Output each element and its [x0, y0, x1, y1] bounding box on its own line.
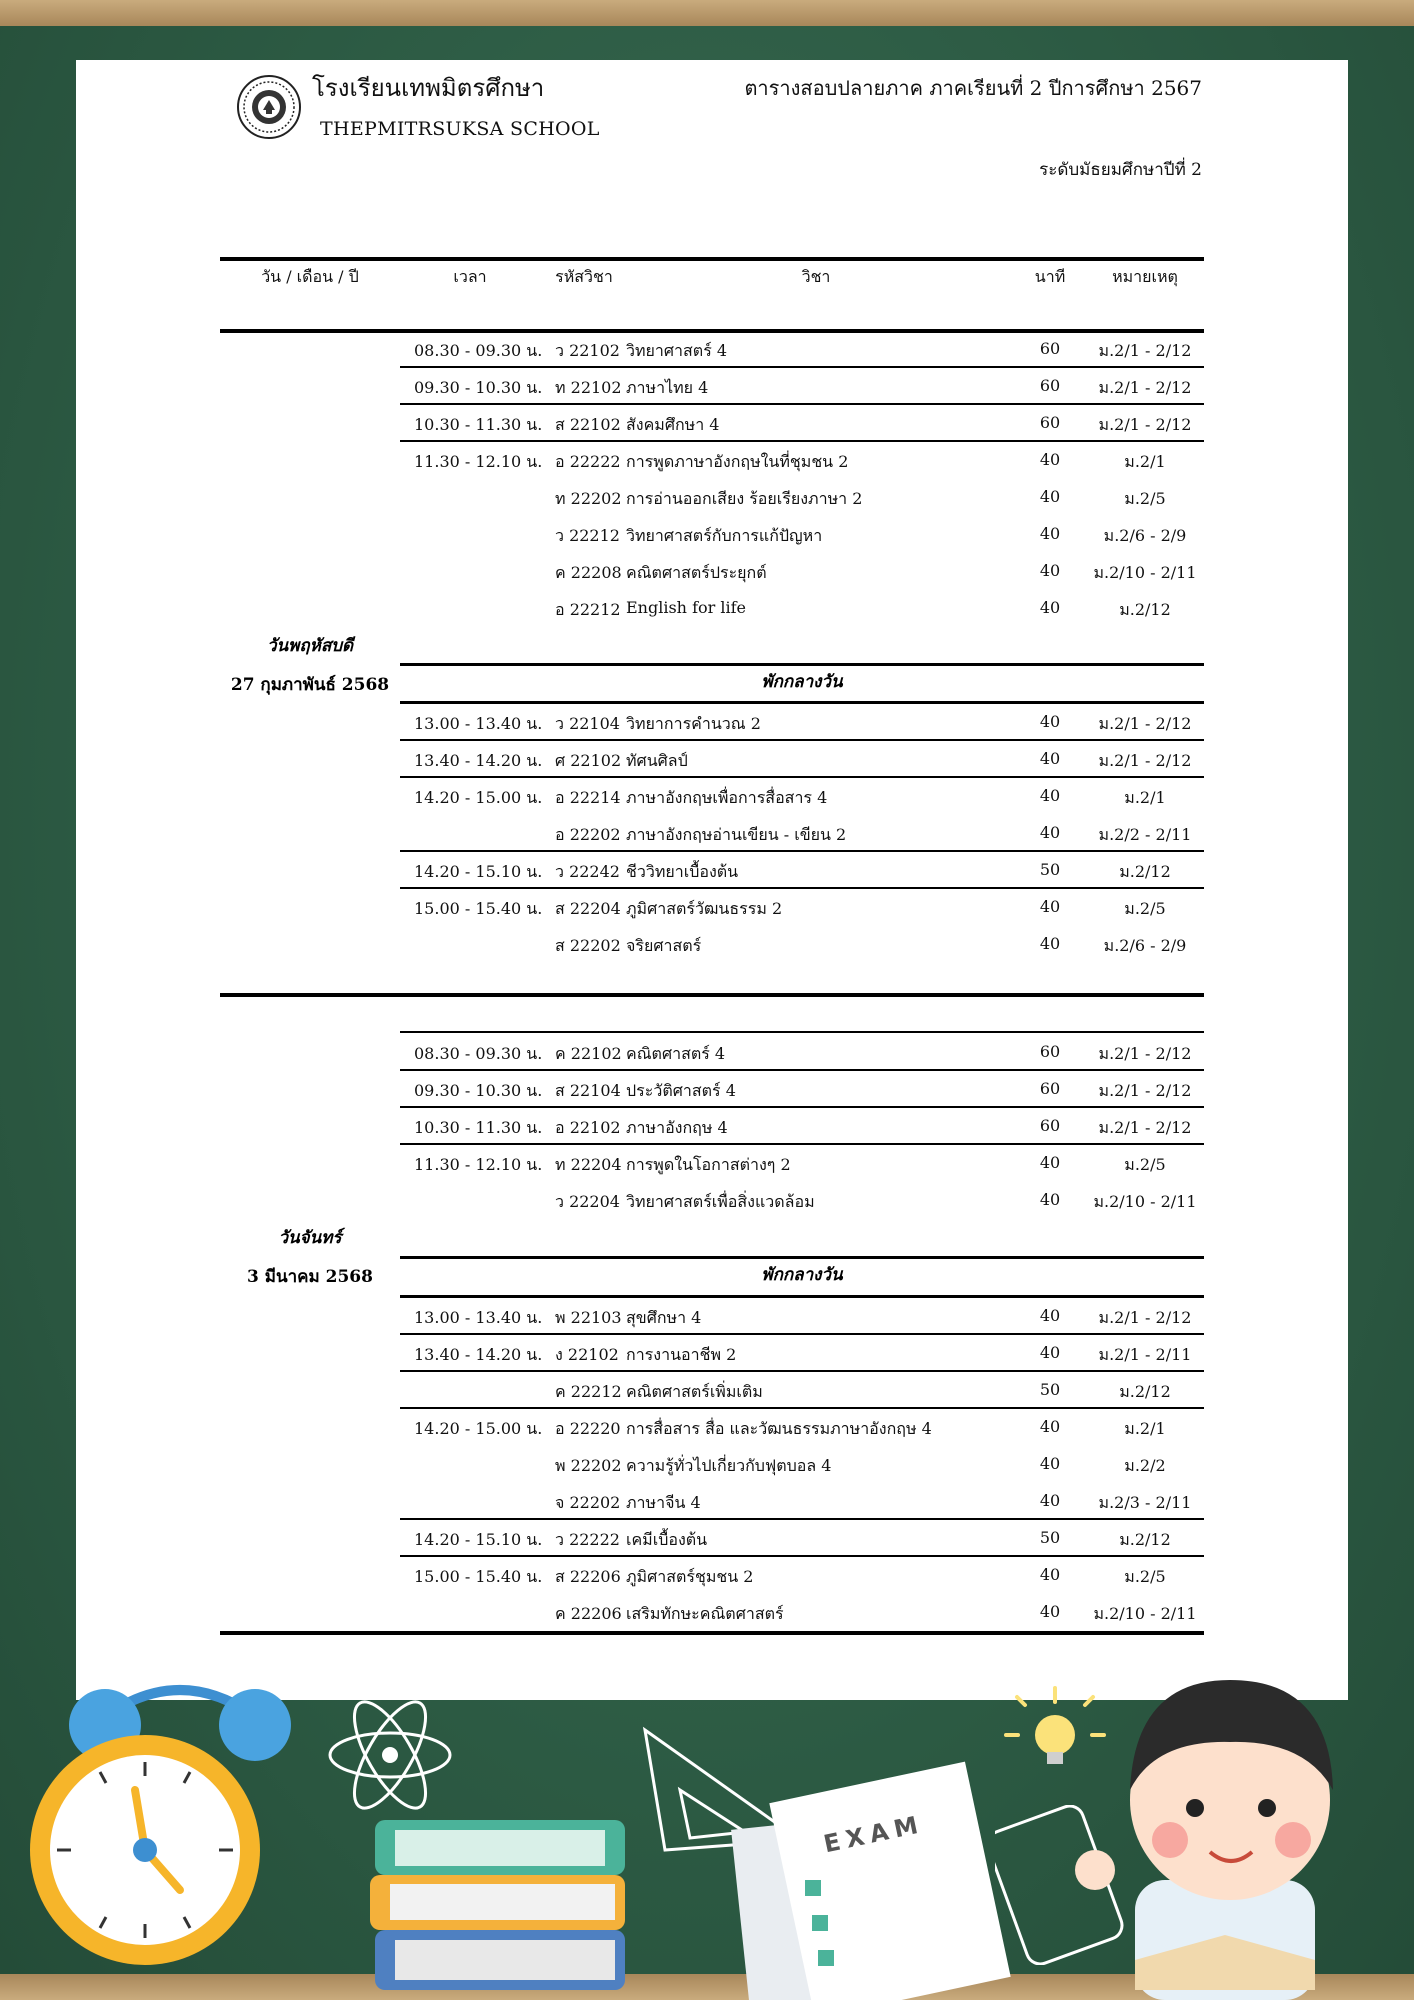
subject-name: การสื่อสาร สื่อ และวัฒนธรรมภาษาอังกฤษ 4 — [626, 1419, 932, 1438]
exam-time: 13.00 - 13.40 น. — [414, 714, 543, 733]
student-boy-icon — [1075, 1630, 1375, 2000]
duration-minutes: 60 — [1039, 376, 1061, 395]
column-header-code: รหัสวิชา — [555, 267, 613, 286]
duration-minutes: 40 — [1039, 749, 1061, 768]
table-row — [400, 1070, 1204, 1107]
duration-minutes: 40 — [1039, 1343, 1061, 1362]
exam-time: 15.00 - 15.40 น. — [414, 899, 543, 918]
school-name-english: THEPMITRSUKSA SCHOOL — [320, 118, 600, 140]
class-note: ม.2/10 - 2/11 — [1093, 1192, 1197, 1211]
book-stack-icon — [365, 1780, 645, 2000]
duration-minutes: 50 — [1039, 1528, 1061, 1547]
day1-day-name: วันพฤหัสบดี — [266, 636, 354, 656]
subject-code: ส 22202 — [555, 936, 621, 955]
duration-minutes: 40 — [1039, 1454, 1061, 1473]
class-note: ม.2/1 - 2/12 — [1098, 341, 1192, 360]
class-note: ม.2/5 — [1124, 1155, 1166, 1174]
duration-minutes: 40 — [1039, 1602, 1061, 1621]
duration-minutes: 40 — [1039, 823, 1061, 842]
subject-name: วิทยาศาสตร์เพื่อสิ่งแวดล้อม — [626, 1192, 815, 1211]
day1-date: 27 กุมภาพันธ์ 2568 — [230, 675, 390, 695]
subject-code: ส 22204 — [555, 899, 621, 918]
subject-code: จ 22202 — [555, 1493, 621, 1512]
table-row — [400, 1408, 1204, 1445]
subject-name: เคมีเบื้องต้น — [626, 1530, 708, 1549]
exam-time: 13.40 - 14.20 น. — [414, 1345, 543, 1364]
subject-code: อ 22202 — [555, 825, 621, 844]
day2-lunch-break: พักกลางวัน — [761, 1265, 843, 1285]
exam-paper-label: EXAM — [821, 1809, 927, 1859]
duration-minutes: 40 — [1039, 561, 1061, 580]
subject-code: ว 22242 — [555, 862, 620, 881]
header-top-rule — [220, 257, 1204, 261]
subject-code: ค 22102 — [555, 1044, 622, 1063]
subject-name: คณิตศาสตร์ประยุกต์ — [626, 563, 767, 582]
day2-day-name: วันจันทร์ — [278, 1228, 342, 1248]
class-note: ม.2/1 - 2/12 — [1098, 1308, 1192, 1327]
table-row — [400, 1519, 1204, 1556]
exam-time: 14.20 - 15.10 น. — [414, 1530, 543, 1549]
duration-minutes: 60 — [1039, 413, 1061, 432]
school-name-thai: โรงเรียนเทพมิตรศึกษา — [312, 74, 545, 102]
class-note: ม.2/1 — [1124, 1419, 1166, 1438]
duration-minutes: 50 — [1039, 860, 1061, 879]
column-header-date: วัน / เดือน / ปี — [261, 267, 359, 286]
table-row — [400, 1144, 1204, 1181]
class-note: ม.2/5 — [1124, 1567, 1166, 1586]
subject-name: จริยศาสตร์ — [626, 936, 702, 955]
class-note: ม.2/6 - 2/9 — [1103, 936, 1187, 955]
exam-time: 09.30 - 10.30 น. — [414, 378, 543, 397]
class-note: ม.2/1 - 2/11 — [1098, 1345, 1192, 1364]
exam-time: 08.30 - 09.30 น. — [414, 341, 543, 360]
exam-time: 11.30 - 12.10 น. — [414, 452, 543, 471]
subject-name: ทัศนศิลป์ — [626, 751, 688, 770]
class-note: ม.2/10 - 2/11 — [1093, 563, 1197, 582]
subject-code: ว 22212 — [555, 526, 620, 545]
subject-code: ว 22102 — [555, 341, 620, 360]
exam-paper-icon — [730, 1760, 1020, 2000]
table-row — [400, 1334, 1204, 1371]
exam-time: 13.00 - 13.40 น. — [414, 1308, 543, 1327]
class-note: ม.2/1 - 2/12 — [1098, 714, 1192, 733]
subject-name: ภาษาอังกฤษ 4 — [626, 1118, 728, 1137]
subject-code: พ 22103 — [555, 1308, 622, 1327]
duration-minutes: 60 — [1039, 339, 1061, 358]
column-header-time: เวลา — [453, 267, 487, 286]
class-note: ม.2/12 — [1119, 600, 1171, 619]
duration-minutes: 60 — [1039, 1116, 1061, 1135]
class-note: ม.2/1 - 2/12 — [1098, 751, 1192, 770]
exam-time: 09.30 - 10.30 น. — [414, 1081, 543, 1100]
subject-code: ศ 22102 — [555, 751, 622, 770]
class-note: ม.2/12 — [1119, 862, 1171, 881]
table-row — [400, 1445, 1204, 1482]
subject-code: ว 22204 — [555, 1192, 620, 1211]
duration-minutes: 40 — [1039, 1153, 1061, 1172]
exam-time: 13.40 - 14.20 น. — [414, 751, 543, 770]
subject-code: ค 22206 — [555, 1604, 622, 1623]
subject-code: อ 22220 — [555, 1419, 621, 1438]
class-note: ม.2/1 - 2/12 — [1098, 1081, 1192, 1100]
subject-name: ชีววิทยาเบื้องต้น — [626, 862, 739, 881]
subject-name: วิทยาศาสตร์กับการแก้ปัญหา — [626, 526, 823, 545]
table-row — [400, 851, 1204, 888]
subject-code: ส 22104 — [555, 1081, 621, 1100]
subject-code: ส 22206 — [555, 1567, 621, 1586]
table-row — [400, 1556, 1204, 1593]
subject-name: สุขศึกษา 4 — [626, 1308, 702, 1327]
duration-minutes: 40 — [1039, 1491, 1061, 1510]
subject-code: ท 22204 — [555, 1155, 622, 1174]
table-row — [400, 478, 1204, 515]
exam-time: 14.20 - 15.00 น. — [414, 1419, 543, 1438]
exam-time: 14.20 - 15.00 น. — [414, 788, 543, 807]
exam-time: 14.20 - 15.10 น. — [414, 862, 543, 881]
subject-name: การพูดภาษาอังกฤษในที่ชุมชน 2 — [626, 452, 849, 471]
subject-code: อ 22212 — [555, 600, 621, 619]
subject-name: ความรู้ทั่วไปเกี่ยวกับฟุตบอล 4 — [626, 1456, 832, 1475]
class-note: ม.2/1 — [1124, 452, 1166, 471]
subject-name: สังคมศึกษา 4 — [626, 415, 720, 434]
table-row — [400, 703, 1204, 740]
subject-name: ภาษาอังกฤษอ่านเขียน - เขียน 2 — [626, 825, 847, 844]
duration-minutes: 40 — [1039, 897, 1061, 916]
class-note: ม.2/1 - 2/12 — [1098, 1118, 1192, 1137]
subject-code: อ 22102 — [555, 1118, 621, 1137]
subject-code: ท 22202 — [555, 489, 622, 508]
table-row — [400, 777, 1204, 814]
duration-minutes: 60 — [1039, 1079, 1061, 1098]
class-note: ม.2/1 - 2/12 — [1098, 415, 1192, 434]
class-note: ม.2/12 — [1119, 1382, 1171, 1401]
school-logo-icon — [236, 74, 302, 140]
table-row — [400, 367, 1204, 404]
subject-name: การอ่านออกเสียง ร้อยเรียงภาษา 2 — [626, 489, 863, 508]
day1-bottom-rule — [220, 993, 1204, 997]
duration-minutes: 50 — [1039, 1380, 1061, 1399]
table-row — [400, 814, 1204, 851]
duration-minutes: 40 — [1039, 1417, 1061, 1436]
duration-minutes: 40 — [1039, 786, 1061, 805]
table-row — [400, 1482, 1204, 1519]
table-bottom-rule — [220, 1631, 1204, 1635]
duration-minutes: 40 — [1039, 1306, 1061, 1325]
board-frame-top — [0, 0, 1414, 26]
subject-name: การพูดในโอกาสต่างๆ 2 — [626, 1155, 791, 1174]
subject-code: ส 22102 — [555, 415, 621, 434]
table-row — [400, 1593, 1204, 1630]
subject-code: ค 22208 — [555, 563, 622, 582]
class-note: ม.2/12 — [1119, 1530, 1171, 1549]
class-note: ม.2/6 - 2/9 — [1103, 526, 1187, 545]
day1-label — [220, 632, 400, 698]
day2-label — [220, 1224, 400, 1290]
day2-date: 3 มีนาคม 2568 — [247, 1267, 373, 1287]
class-note: ม.2/5 — [1124, 899, 1166, 918]
column-header-minutes: นาที — [1034, 267, 1066, 286]
subject-code: อ 22214 — [555, 788, 621, 807]
grade-level: ระดับมัธยมศึกษาปีที่ 2 — [1039, 160, 1202, 180]
table-row — [400, 925, 1204, 962]
alarm-clock-icon — [30, 1650, 320, 1990]
subject-name: English for life — [626, 598, 746, 617]
subject-name: คณิตศาสตร์เพิ่มเติม — [626, 1382, 763, 1401]
class-note: ม.2/10 - 2/11 — [1093, 1604, 1197, 1623]
subject-name: การงานอาชีพ 2 — [626, 1345, 737, 1364]
table-row — [400, 330, 1204, 367]
column-header-note: หมายเหตุ — [1112, 267, 1178, 286]
table-row — [400, 740, 1204, 777]
class-note: ม.2/1 - 2/12 — [1098, 1044, 1192, 1063]
subject-name: ภาษาไทย 4 — [626, 378, 709, 397]
class-note: ม.2/1 — [1124, 788, 1166, 807]
table-row — [400, 888, 1204, 925]
subject-name: เสริมทักษะคณิตศาสตร์ — [626, 1604, 784, 1623]
subject-name: วิทยาการคำนวณ 2 — [626, 714, 761, 733]
table-row — [400, 1033, 1204, 1070]
column-header-subject: วิชา — [801, 267, 831, 286]
day1-lunch-break: พักกลางวัน — [761, 672, 843, 692]
duration-minutes: 60 — [1039, 1042, 1061, 1061]
table-row — [400, 1107, 1204, 1144]
exam-time: 11.30 - 12.10 น. — [414, 1155, 543, 1174]
subject-name: ภูมิศาสตร์ชุมชน 2 — [626, 1567, 754, 1586]
exam-time: 15.00 - 15.40 น. — [414, 1567, 543, 1586]
subject-name: วิทยาศาสตร์ 4 — [626, 341, 728, 360]
table-row — [400, 1297, 1204, 1334]
subject-code: อ 22222 — [555, 452, 621, 471]
exam-time: 08.30 - 09.30 น. — [414, 1044, 543, 1063]
duration-minutes: 40 — [1039, 712, 1061, 731]
duration-minutes: 40 — [1039, 450, 1061, 469]
subject-code: ค 22212 — [555, 1382, 622, 1401]
exam-time: 10.30 - 11.30 น. — [414, 1118, 543, 1137]
table-row — [400, 1371, 1204, 1408]
subject-code: พ 22202 — [555, 1456, 622, 1475]
table-row — [400, 441, 1204, 478]
subject-name: ภาษาอังกฤษเพื่อการสื่อสาร 4 — [626, 788, 828, 807]
table-row — [400, 589, 1204, 626]
table-row — [400, 404, 1204, 441]
duration-minutes: 40 — [1039, 598, 1061, 617]
class-note: ม.2/1 - 2/12 — [1098, 378, 1192, 397]
exam-title: ตารางสอบปลายภาค ภาคเรียนที่ 2 ปีการศึกษา 2567 — [744, 76, 1202, 100]
subject-code: ง 22102 — [555, 1345, 619, 1364]
subject-code: ว 22104 — [555, 714, 620, 733]
duration-minutes: 40 — [1039, 487, 1061, 506]
subject-name: ประวัติศาสตร์ 4 — [626, 1081, 736, 1100]
duration-minutes: 40 — [1039, 1190, 1061, 1209]
duration-minutes: 40 — [1039, 934, 1061, 953]
subject-code: ท 22102 — [555, 378, 622, 397]
subject-name: คณิตศาสตร์ 4 — [626, 1044, 726, 1063]
duration-minutes: 40 — [1039, 524, 1061, 543]
class-note: ม.2/5 — [1124, 489, 1166, 508]
class-note: ม.2/3 - 2/11 — [1098, 1493, 1192, 1512]
subject-name: ภาษาจีน 4 — [626, 1493, 701, 1512]
subject-code: ว 22222 — [555, 1530, 620, 1549]
table-row — [400, 1181, 1204, 1218]
table-row — [400, 515, 1204, 552]
class-note: ม.2/2 - 2/11 — [1098, 825, 1192, 844]
table-row — [400, 552, 1204, 589]
duration-minutes: 40 — [1039, 1565, 1061, 1584]
exam-time: 10.30 - 11.30 น. — [414, 415, 543, 434]
subject-name: ภูมิศาสตร์วัฒนธรรม 2 — [626, 899, 783, 918]
class-note: ม.2/2 — [1124, 1456, 1166, 1475]
